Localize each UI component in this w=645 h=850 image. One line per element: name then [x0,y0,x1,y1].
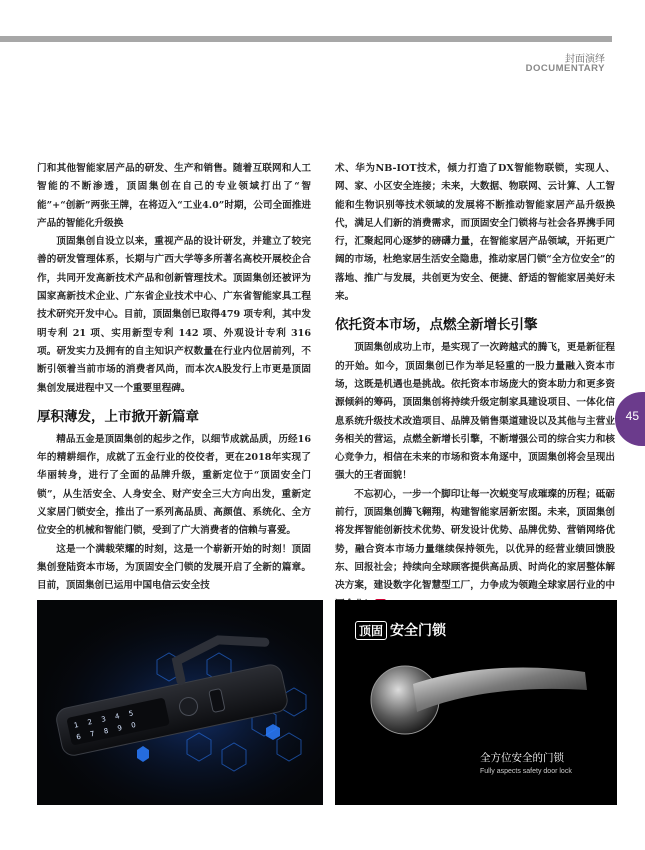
right-column [335,160,615,614]
door-lock-ad-photo [335,600,617,805]
brand-logo: 顶固 [355,621,387,640]
ad-tagline-cn: 全方位安全的门锁 [480,752,564,764]
svg-text:3: 3 [100,715,107,724]
svg-text:2: 2 [86,718,93,727]
svg-text:1: 1 [73,720,80,730]
ad-tagline-en: Fully aspects safety door lock [480,768,572,775]
header-rule [0,36,612,42]
paragraph-text: 不忘初心，一步一个脚印让每一次蜕变写成璀璨的历程；砥砺前行，顶固集创腾飞翱翔，构建智能家居新宏图。未来，顶固集创将发挥智能创新技术优势、研发设计优势、品牌优势、营销网络优势，融合资本市场力量继续保持领先，以优异的经营业绩回馈股东、回报社会；持续向全球顾客提供高品质、时尚化的家居整体解决方案，建设数字化智慧型工厂，力争成为领跑全球家居行业的中 [335,488,615,592]
ad-brand-title [355,620,446,640]
section-title-en: DOCUMENTARY [525,63,605,74]
page-number: 45 [625,409,639,423]
svg-text:7: 7 [89,729,96,739]
ad-brand-text: 安全门锁 [390,623,447,639]
paragraph [335,486,615,614]
svg-text:8: 8 [103,726,110,736]
svg-text:5: 5 [127,709,135,719]
svg-text:0: 0 [130,721,137,730]
paragraph: 术、华为NB-IOT技术，倾力打造了DX智能物联锁，实现人、网、家、小区安全连接；未来，大数据、物联网、云计算、人工智能和生物识别等技术领域的发展将不断推动智能家居产品升级换代，满足人们新的消费需求，而顶固安全门锁将与社会各界携手同行，汇聚起同心逐梦的磅礴力量，在智能家居产品领域，开拓更广阔的市场，杜绝家居生活安全隐患，推动家居门锁“全方位安全”的落地、推广与发展，共创更为安全、便捷、舒适的智能家居美好未来。 [335,163,615,303]
paragraph: 精品五金是顶固集创的起步之作，以细节成就品质，历经16年的精耕细作，成就了五金行业的佼佼者，更在2018年实现了华丽转身，进行了全面的品牌升级，重新定位于“顶固安全门锁”，从生活安全、人身安全、财产安全三大方向出发，重新定义家居门锁安全，推出了一系列高品质、高颜值、系统化、全方位安全的机械和智能门锁，受到了广大消费者的信赖与喜爱。 [37,433,311,537]
section-heading: 依托资本市场，点燃全新增长引擎 [335,317,538,334]
paragraph: 门和其他智能家居产品的研发、生产和销售。随着互联网和人工智能的不断渗透，顶固集创在自己的专业领域打出了“智能”+“创新”两张王牌，在将迈入“工业4.0”时期，公司全面推进产品的智能化升级换 [37,163,311,229]
smart-lock-illustration [37,600,323,805]
section-heading: 厚积薄发，上市掀开新篇章 [37,408,199,425]
svg-text:4: 4 [114,712,121,721]
section-title-cn: 封面演绎 [565,54,605,65]
paragraph: 这是一个满载荣耀的时刻，这是一个崭新开始的时刻！顶固集创登陆资本市场，为顶固安全门锁的发展开启了全新的篇章。目前，顶固集创已运用中国电信云安全技 [37,543,311,592]
paragraph: 顶固集创自设立以来，重视产品的设计研发，并建立了较完善的研发管理体系，长期与广西大学等多所著名高校开展校企合作，共同开发高新技术产品和创新管理技术。顶固集创还被评为国家高新技术企业、广东省企业技术中心、广东省智能家具工程技术研究开发中心。目前，顶固集创已取得479 项专利，其中发明专利 21 项、实用新型专利 142 项、外观设计专利 316 项。研发实力及拥有的自主知识产权数量在行业内位居前列，不断引领着当前市场的消费者风尚，而本次A股发行上市更是顶固集创发展进程中又一个重要里程碑。 [37,236,311,394]
svg-text:6: 6 [75,732,82,742]
svg-text:9: 9 [116,723,123,733]
left-column [37,160,311,596]
paragraph: 顶固集创成功上市，是实现了一次跨越式的腾飞，更是新征程的开始。如今，顶固集创已作为举足轻重的一股力量融入资本市场，这既是机遇也是挑战。依托资本市场庞大的资本助力和更多资源倾斜的筹码，顶固集创将持续升级定制家具建设项目、一体化信息系统升级技术改造项目、品牌及销售渠道建设以及其他与主营业务相关的营运，点燃全新增长引擎，不断增强公司的综合实力和核心竞争力，相信在未来的市场和资本角逐中，顶固集创将会呈现出强大的王者面貌！ [335,342,615,482]
smart-lock-photo [37,600,323,805]
